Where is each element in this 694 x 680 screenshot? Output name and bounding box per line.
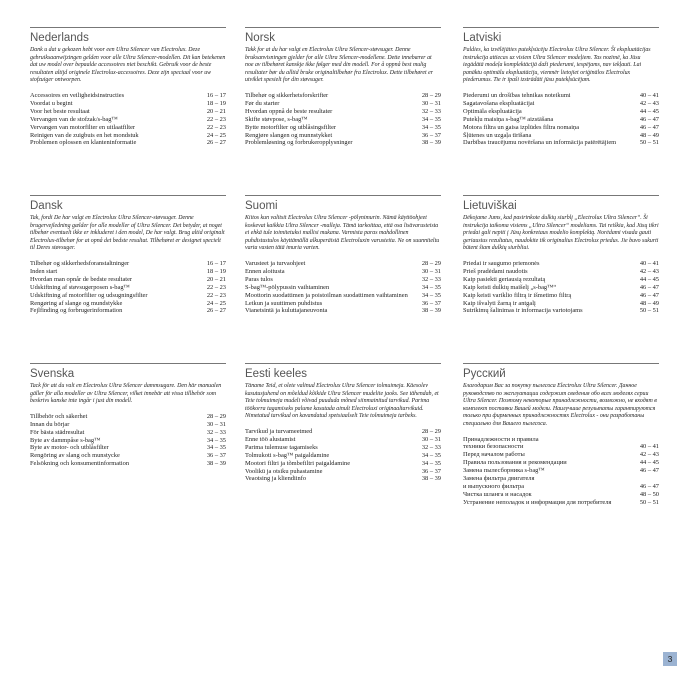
toc-item (30, 276, 226, 284)
toc-item (245, 139, 441, 147)
toc-item (245, 100, 441, 108)
section-russkiy (463, 363, 659, 507)
toc-label: Prieš pradėdami naudotis (463, 267, 528, 275)
toc-pages: 46 – 47 (639, 467, 659, 475)
toc-item (245, 276, 441, 284)
toc-label: Skifte støvpose, s-bag™ (245, 115, 308, 123)
toc-item (463, 132, 659, 140)
toc-label: Hvordan oppnå de beste resultater (245, 107, 333, 115)
toc-label: Sutrikimų šalinimas ir informacija vartotojams (463, 307, 583, 315)
toc-item (245, 132, 441, 140)
toc-item (463, 116, 659, 124)
toc-label: Reinigen van de zuigbuis en het mondstuk (30, 131, 139, 139)
section-title: Nederlands (30, 32, 89, 44)
toc-pages: 36 – 37 (421, 299, 441, 307)
toc-list (245, 428, 441, 483)
toc-label: Bytte motorfilter og utblåsingsfilter (245, 123, 337, 131)
toc-item (30, 100, 226, 108)
toc-item (463, 475, 659, 483)
toc-list (30, 260, 226, 315)
section-title: Suomi (245, 200, 278, 212)
toc-item (245, 108, 441, 116)
section-rule (245, 363, 441, 364)
toc-pages: 38 – 39 (421, 307, 441, 315)
toc-pages (657, 436, 659, 444)
toc-label: Ennen aloitusta (245, 267, 285, 275)
toc-label: Vianetsintä ja kuluttajaneuvonta (245, 307, 328, 315)
toc-item (463, 100, 659, 108)
toc-label: Šļūtenes un uzgaļa tīrīšana (463, 131, 532, 139)
toc-list (245, 260, 441, 315)
toc-pages: 30 – 31 (421, 99, 441, 107)
toc-item (245, 460, 441, 468)
toc-item (30, 116, 226, 124)
toc-pages: 36 – 37 (421, 131, 441, 139)
toc-item (463, 124, 659, 132)
toc-pages: 38 – 39 (421, 475, 441, 483)
section-title: Latviski (463, 32, 502, 44)
toc-pages: 32 – 33 (421, 107, 441, 115)
toc-label: Kaip keisti dulkių maišelį „s-bag™“ (463, 283, 557, 291)
section-intro: Благодарим Вас за покупку пылесоса Electrolux Ultra Silencer. Данное руководство по эксплуатации содержит сведения обо всех моделях серии Ultra Silencer. Поэтому некоторые принадлежности, возможно, не входят в комплект поставки Вашей модели. Наилучшие результаты гарантируются только при фирменных принадлежностях Electrolux - они разработаны специально для Вашего пылесоса. (463, 383, 657, 427)
toc-label: Замена фильтра двигателя (463, 475, 535, 483)
toc-label: Piederumi un drošības tehnikas noteikumi (463, 91, 571, 99)
toc-label: Tolmukoti s-bag™ paigaldamine (245, 451, 330, 459)
toc-pages: 32 – 33 (421, 443, 441, 451)
toc-pages: 44 – 45 (639, 459, 659, 467)
toc-pages: 26 – 27 (206, 307, 226, 315)
toc-pages: 32 – 33 (206, 428, 226, 436)
section-suomi (245, 195, 441, 315)
toc-list (463, 436, 659, 507)
section-norsk (245, 27, 441, 147)
toc-pages: 22 – 23 (206, 291, 226, 299)
toc-pages: 34 – 35 (421, 451, 441, 459)
toc-item (30, 421, 226, 429)
toc-item (245, 300, 441, 308)
toc-pages: 34 – 35 (421, 291, 441, 299)
section-intro: Paldies, ka izvēlējāties putekļsūcēju Electrolux Ultra Silencer. Šī ekspluatācijas instrukcija attiecas uz visiem Ultra Silencer modeļiem. Tas nozīmē, ka Jūsu iegādātā modeļa komplektācijā daži piederumi, iespējams, nav iekļauti. Lai panāktu optimālu ekspluatāciju, vienmēr lietojiet oriģinālos Electrolux piederumus. Tie ir īpaši izstrādāti jūsu putekļsūcējam. (463, 47, 651, 84)
toc-item (463, 139, 659, 147)
toc-item (245, 284, 441, 292)
toc-pages: 28 – 29 (421, 259, 441, 267)
toc-item (245, 124, 441, 132)
toc-pages: 40 – 41 (639, 91, 659, 99)
toc-label: Замена пылесборника s-bag™ (463, 467, 545, 475)
toc-item (463, 276, 659, 284)
toc-pages: 46 – 47 (639, 283, 659, 291)
toc-pages: 42 – 43 (639, 99, 659, 107)
toc-pages: 18 – 19 (206, 267, 226, 275)
toc-item (245, 268, 441, 276)
toc-label: Problemen oplossen en klanteninformatie (30, 139, 137, 147)
toc-label: Byte av motor- och utblåsfilter (30, 444, 109, 452)
section-svenska (30, 363, 226, 468)
toc-list (30, 413, 226, 468)
toc-pages (657, 475, 659, 483)
toc-pages: 46 – 47 (639, 115, 659, 123)
toc-pages: 30 – 31 (206, 420, 226, 428)
toc-label: För bästa städresultat (30, 428, 85, 436)
toc-label: Udskiftning af motorfilter og udsugningsfilter (30, 291, 148, 299)
toc-pages: 48 – 49 (639, 299, 659, 307)
toc-label: Mootori filtri ja tõmbefiltri paigaldamine (245, 459, 351, 467)
toc-pages: 24 – 25 (206, 299, 226, 307)
toc-item (30, 444, 226, 452)
section-rule (30, 195, 226, 196)
toc-label: Перед началом работы (463, 451, 525, 459)
toc-pages: 42 – 43 (639, 451, 659, 459)
toc-item (30, 300, 226, 308)
section-rule (245, 27, 441, 28)
toc-pages: 46 – 47 (639, 123, 659, 131)
toc-label: Varusteet ja turvaohjeet (245, 259, 306, 267)
toc-label: Optimāla ekspluatācija (463, 107, 522, 115)
section-intro: Tak, fordi De har valgt en Electrolux Ultra Silencer-støvsuger. Denne brugervejledning gælder for alle modeller af Ultra Silencer. Det betyder, at noget tilbehør eventuelt ikke er inkluderet i den model, De har valgt. Brug altid originalt Electrolux-tilbehør for at opnå det bedste resultat. Tilbehøret er designet specielt til Deres støvsuger. (30, 215, 225, 252)
toc-label: Kaip keisti variklio filtrą ir išmetimo filtrą (463, 291, 572, 299)
toc-label: Sagatavošana ekspluatācijai (463, 99, 535, 107)
toc-pages: 20 – 21 (206, 107, 226, 115)
toc-label: Tilbehør og sikkerhetsforskrifter (245, 91, 329, 99)
section-intro: Tack för att du valt en Electrolux Ultra Silencer dammsugare. Den här manualen gäller för alla modeller av Ultra Silencer, vilket innebär att vissa tillbehör som beskrivs kanske inte ingår i just din modell. (30, 383, 222, 405)
toc-item (245, 92, 441, 100)
toc-item (245, 475, 441, 483)
toc-label: Устранение неполадок и информация для потребителя (463, 498, 612, 506)
toc-pages: 36 – 37 (421, 467, 441, 475)
toc-item (463, 284, 659, 292)
toc-label: Før du starter (245, 99, 280, 107)
toc-label: Kaip išvalyti žarną ir antgalį (463, 299, 536, 307)
toc-item (245, 436, 441, 444)
section-title: Eesti keeles (245, 368, 308, 380)
toc-item (30, 132, 226, 140)
toc-item (30, 460, 226, 468)
toc-label: Enne töö alustamist (245, 435, 296, 443)
toc-label: Принадлежности и правила (463, 435, 539, 443)
toc-item (463, 92, 659, 100)
toc-item (30, 139, 226, 147)
section-intro: Täname Teid, et olete valinud Electrolux Ultra Silencer tolmuimeja. Käesolev kasutusjuhend on mõeldud kõikide Ultra Silencer mudelite jaoks. See tähendab, et Teie tolmuimeja mudeli võivad puududa mõned siinmainitud tarvikud. Parima töökorra tagamiseks palume kasutada ainult Electroluxi originaaltarvikuid. Nimetatud tarvikud on kavandatud spetsiaalselt Teie tolmuimeja tarbeks. (245, 383, 439, 420)
toc-label: Voolikü ja otsiku puhastamine (245, 467, 323, 475)
toc-label: Problemløsning og forbrukeropplysninger (245, 139, 353, 147)
toc-pages: 18 – 19 (206, 99, 226, 107)
toc-label: Voor het beste resultaat (30, 107, 90, 115)
toc-pages: 30 – 31 (421, 435, 441, 443)
toc-item (30, 92, 226, 100)
section-rule (463, 195, 659, 196)
toc-pages: 28 – 29 (421, 91, 441, 99)
toc-pages: 22 – 23 (206, 123, 226, 131)
toc-item (463, 483, 659, 491)
section-intro: Dank u dat u gekozen hebt voor een Ultra Silencer van Electrolux. Deze gebruiksaanwijzingen gelden voor alle Ultra Silencer-modellen. Dit kan betekenen dat uw model over bepaalde accessoires niet beschikt. Gebruik voor de beste resultaten altijd originele Electrolux-accessoires. Deze zijn speciaal voor uw stofzuiger ontworpen. (30, 47, 226, 84)
toc-item (30, 429, 226, 437)
toc-item (463, 499, 659, 507)
toc-label: Fejlfinding og forbrugerinformation (30, 307, 123, 315)
toc-label: Moottorin suodattimen ja poistoilman suodattimen vaihtaminen (245, 291, 408, 299)
toc-label: Letkun ja suuttimen puhdistus (245, 299, 323, 307)
section-rule (30, 363, 226, 364)
toc-pages: 40 – 41 (639, 443, 659, 451)
toc-pages: 34 – 35 (421, 283, 441, 291)
toc-label: Felsökning och konsumentinformation (30, 460, 130, 468)
toc-label: Veaotsing ja kliendiinfo (245, 475, 307, 483)
toc-pages: 16 – 17 (206, 259, 226, 267)
toc-pages: 40 – 41 (639, 259, 659, 267)
toc-label: Accessoires en veiligheidsinstructies (30, 91, 125, 99)
toc-item (30, 437, 226, 445)
toc-item (463, 108, 659, 116)
section-intro: Dėkojame Jums, kad pasirinkote dulkių siurblį „Electrolux Ultra Silencer“. Ši instrukcija taikoma visiems „Ultra Silencer“ modeliams. Tai reiškia, kad Jūsų tikri priedai gali nepiti į Jūsų konkretaus modelio komplektą. Norėdami visada gauti geriausius rezultatus, naudokite tik originalius Electrolux priedus. Jie buvo sukurti būtent šiam dulkių siurbliui. (463, 215, 659, 252)
toc-item (30, 292, 226, 300)
toc-item (463, 443, 659, 451)
toc-label: Motora filtra un gaisa izplūdes filtra nomaiņa (463, 123, 580, 131)
section-latviski (463, 27, 659, 147)
toc-pages: 38 – 39 (421, 139, 441, 147)
toc-item (245, 307, 441, 315)
toc-label: Udskiftning af støvsugerposen s-bag™ (30, 283, 130, 291)
toc-pages: 46 – 47 (639, 483, 659, 490)
toc-label: Hvordan man opnår de bedste resultater (30, 275, 133, 283)
section-title: Svenska (30, 368, 75, 380)
toc-label: Kaip pasiekti geriausią rezultatą (463, 275, 546, 283)
toc-pages: 42 – 43 (639, 267, 659, 275)
toc-item (463, 300, 659, 308)
toc-pages: 34 – 35 (206, 444, 226, 452)
toc-pages: 46 – 47 (639, 291, 659, 299)
toc-pages: 28 – 29 (421, 427, 441, 435)
section-intro: Takk for at du har valgt en Electrolux Ultra Silencer-støvsuger. Denne bruksanvisningen gjelder for alle Ultra Silencer-modellene. Dette innebærer at noe av tilbehøret kanskje ikke følger med din modell. For å oppnå best mulig resultater bør du alltid bruke originaltilbehør fra Electrolux. Dette tilbehøret er utviklet spesielt for din støvsuger. (245, 47, 433, 84)
toc-item (245, 116, 441, 124)
toc-pages: 44 – 45 (639, 107, 659, 115)
toc-list (463, 92, 659, 147)
toc-label: и выпускного фильтра (463, 483, 525, 490)
section-title: Lietuviškai (463, 200, 517, 212)
toc-label: Paras tulos (245, 275, 273, 283)
toc-label: Parima tulemuse tagamiseks (245, 443, 318, 451)
toc-pages: 48 – 50 (639, 490, 659, 498)
toc-item (245, 452, 441, 460)
toc-list (30, 92, 226, 147)
toc-label: Rengøring af slange og mundstykke (30, 299, 123, 307)
toc-label: Byte av dammpåse s-bag™ (30, 436, 101, 444)
toc-item (463, 451, 659, 459)
toc-pages: 22 – 23 (206, 115, 226, 123)
toc-pages: 30 – 31 (421, 267, 441, 275)
toc-label: Vervangen van de stofzak/s-bag™ (30, 115, 118, 123)
toc-label: Innan du börjar (30, 420, 70, 428)
toc-label: Rengöring av slang och munstycke (30, 452, 120, 460)
toc-item (245, 260, 441, 268)
toc-pages: 20 – 21 (206, 275, 226, 283)
toc-label: техники безопасности (463, 443, 524, 451)
toc-pages: 16 – 17 (206, 91, 226, 99)
section-intro: Kiitos kun valitsit Electrolux Ultra Silencer -pölynimurin. Nämä käyttöohjeet koskevat kaikkia Ultra Silencer -malleja. Tämä tarkoittaa, että osa lisävarusteista ei ehkä tule toimitetuksi mallisi mukana. Varmista paras mahdollinen puhdistustulos käyttämällä alkuperäisiä Electroluxin varusteita. Ne on suunniteltu varta vasten tätä imuria varten. (245, 215, 440, 252)
toc-list (245, 92, 441, 147)
section-title: Русский (463, 368, 506, 380)
toc-pages: 50 – 51 (639, 139, 659, 147)
toc-item (30, 452, 226, 460)
toc-item (463, 467, 659, 475)
toc-pages: 34 – 35 (206, 436, 226, 444)
section-eesti-keeles (245, 363, 441, 483)
toc-label: Putekļu maisiņa s-bag™ aizstāšana (463, 115, 554, 123)
toc-pages: 22 – 23 (206, 283, 226, 291)
toc-pages: 44 – 45 (639, 275, 659, 283)
toc-pages: 26 – 27 (206, 139, 226, 147)
toc-item (463, 292, 659, 300)
toc-item (463, 459, 659, 467)
toc-item (245, 292, 441, 300)
toc-pages: 34 – 35 (421, 115, 441, 123)
toc-item (245, 468, 441, 476)
toc-item (245, 428, 441, 436)
toc-item (245, 444, 441, 452)
section-rule (30, 27, 226, 28)
toc-item (463, 436, 659, 444)
toc-item (463, 260, 659, 268)
toc-pages: 36 – 37 (206, 452, 226, 460)
toc-label: Tilbehør og sikkerhedsforanstaltninger (30, 259, 130, 267)
toc-label: Rengjøre slangen og munnstykket (245, 131, 333, 139)
toc-label: Чистка шланга и насадок (463, 490, 532, 498)
toc-pages: 32 – 33 (421, 275, 441, 283)
section-dansk (30, 195, 226, 315)
toc-item (30, 307, 226, 315)
toc-item (30, 413, 226, 421)
toc-item (463, 307, 659, 315)
section-rule (463, 27, 659, 28)
section-title: Norsk (245, 32, 276, 44)
toc-item (30, 268, 226, 276)
toc-label: Правила пользования и рекомендации (463, 459, 567, 467)
toc-item (463, 491, 659, 499)
toc-item (30, 108, 226, 116)
toc-pages: 50 – 51 (639, 307, 659, 315)
toc-list (463, 260, 659, 315)
toc-pages: 50 – 51 (639, 498, 659, 506)
page-number: 3 (663, 652, 677, 666)
section-rule (463, 363, 659, 364)
toc-item (30, 124, 226, 132)
toc-label: Darbības traucējumu novēršana un informācija patērētājiem (463, 139, 617, 147)
toc-item (30, 284, 226, 292)
toc-label: Tillbehör och säkerhet (30, 412, 88, 420)
toc-pages: 28 – 29 (206, 412, 226, 420)
toc-label: Inden start (30, 267, 58, 275)
toc-pages: 48 – 49 (639, 131, 659, 139)
section-title: Dansk (30, 200, 63, 212)
toc-pages: 24 – 25 (206, 131, 226, 139)
toc-label: Voordat u begint (30, 99, 73, 107)
toc-label: Priedai ir saugumo priemonės (463, 259, 540, 267)
toc-pages: 38 – 39 (206, 460, 226, 468)
toc-item (30, 260, 226, 268)
section-lietuviskai (463, 195, 659, 315)
toc-label: Tarvikud ja turvameetmed (245, 427, 313, 435)
toc-item (463, 268, 659, 276)
toc-pages: 34 – 35 (421, 123, 441, 131)
toc-label: S-bag™-pölypussin vaihtaminen (245, 283, 330, 291)
section-rule (245, 195, 441, 196)
section-nederlands (30, 27, 226, 147)
toc-pages: 34 – 35 (421, 459, 441, 467)
toc-label: Vervangen van motorfilter en uitlaatfilter (30, 123, 136, 131)
